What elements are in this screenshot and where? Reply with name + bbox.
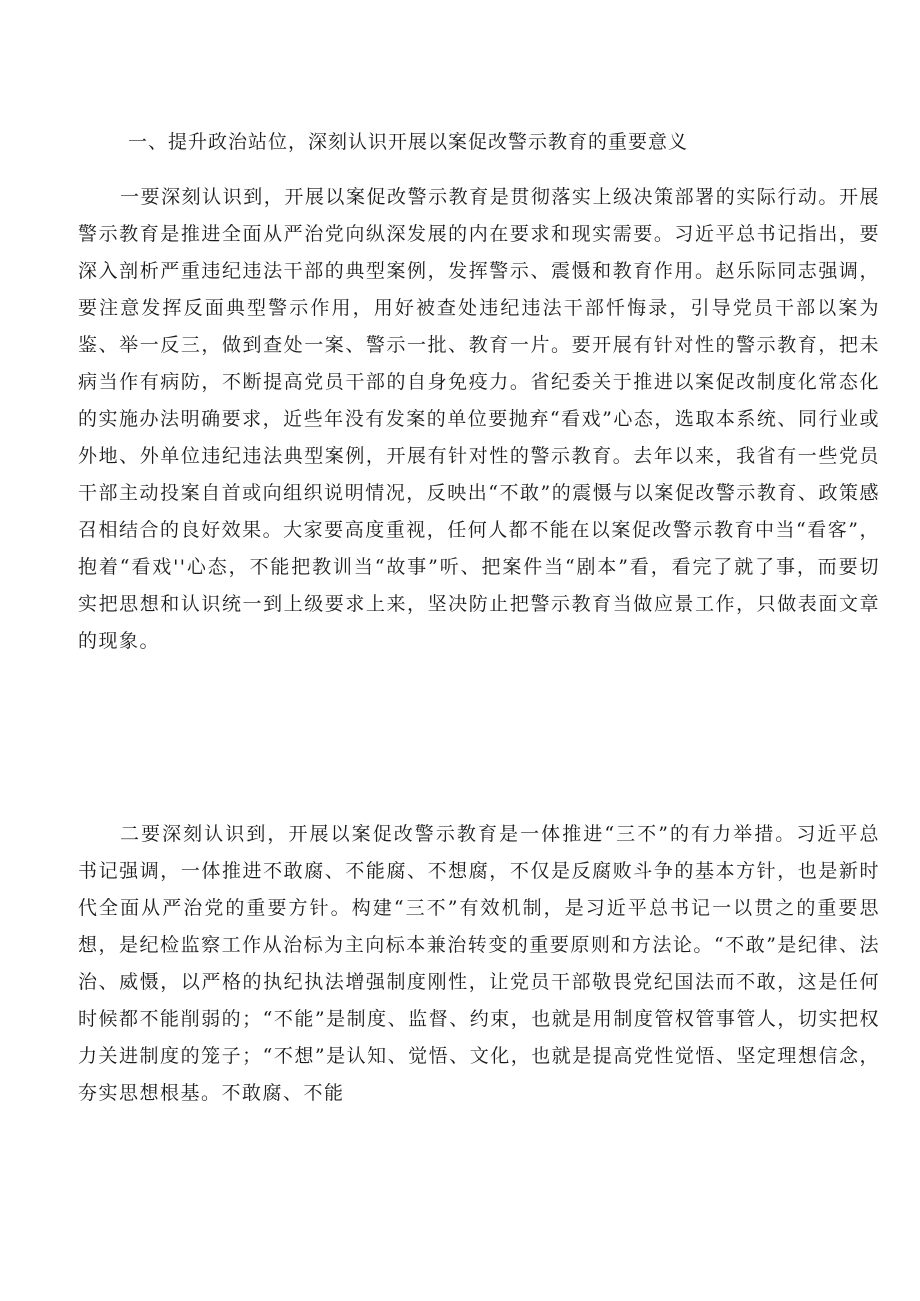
section-heading: 一、提升政治站位，深刻认识开展以案促改警示教育的重要意义 (128, 131, 689, 153)
body-paragraph: 一要深刻认识到，开展以案促改警示教育是贯彻落实上级决策部署的实际行动。开展警示教育是推进全面从严治党向纵深发展的内在要求和现实需要。习近平总书记指出，要深入剖析严重违纪违法干部的典型案例，发挥警示、震慑和教育作用。赵乐际同志强调，要注意发挥反面典型警示作用，用好被查处违纪违法干部忏悔录，引导党员干部以案为鉴、举一反三，做到查处一案、警示一批、教育一片。要开展有针对性的警示教育，把未病当作有病防，不断提高党员干部的自身免疫力。省纪委关于推进以案促改制度化常态化的实施办法明确要求，近些年没有发案的单位要抛弃“看戏”心态，选取本系统、同行业或外地、外单位违纪违法典型案例，开展有针对性的警示教育。去年以来，我省有一些党员干部主动投案自首或向组织说明情况，反映出“不敢”的震慑与以案促改警示教育、政策感召相结合的良好效果。大家要高度重视，任何人都不能在以案促改警示教育中当“看客”，抱着“看戏''心态，不能把教训当“故事”听、把案件当“剧本”看，看完了就了事，而要切实把思想和认识统一到上级要求上来，坚决防止把警示教育当做应景工作，只做表面文章的现象。 (78, 186, 880, 652)
body-paragraph: 二要深刻认识到，开展以案促改警示教育是一体推进“三不”的有力举措。习近平总书记强调，一体推进不敢腐、不能腐、不想腐，不仅是反腐败斗争的基本方针，也是新时代全面从严治党的重要方针。构建“三不”有效机制，是习近平总书记一以贯之的重要思想，是纪检监察工作从治标为主向标本兼治转变的重要原则和方法论。“不敢”是纪律、法治、威慑，以严格的执纪执法增强制度刚性，让党员干部敬畏党纪国法而不敢，这是任何时候都不能削弱的；“不能”是制度、监督、约束，也就是用制度管权管事管人，切实把权力关进制度的笼子；“不想”是认知、觉悟、文化，也就是提高党性觉悟、坚定理想信念，夯实思想根基。不敢腐、不能 (78, 823, 880, 1104)
